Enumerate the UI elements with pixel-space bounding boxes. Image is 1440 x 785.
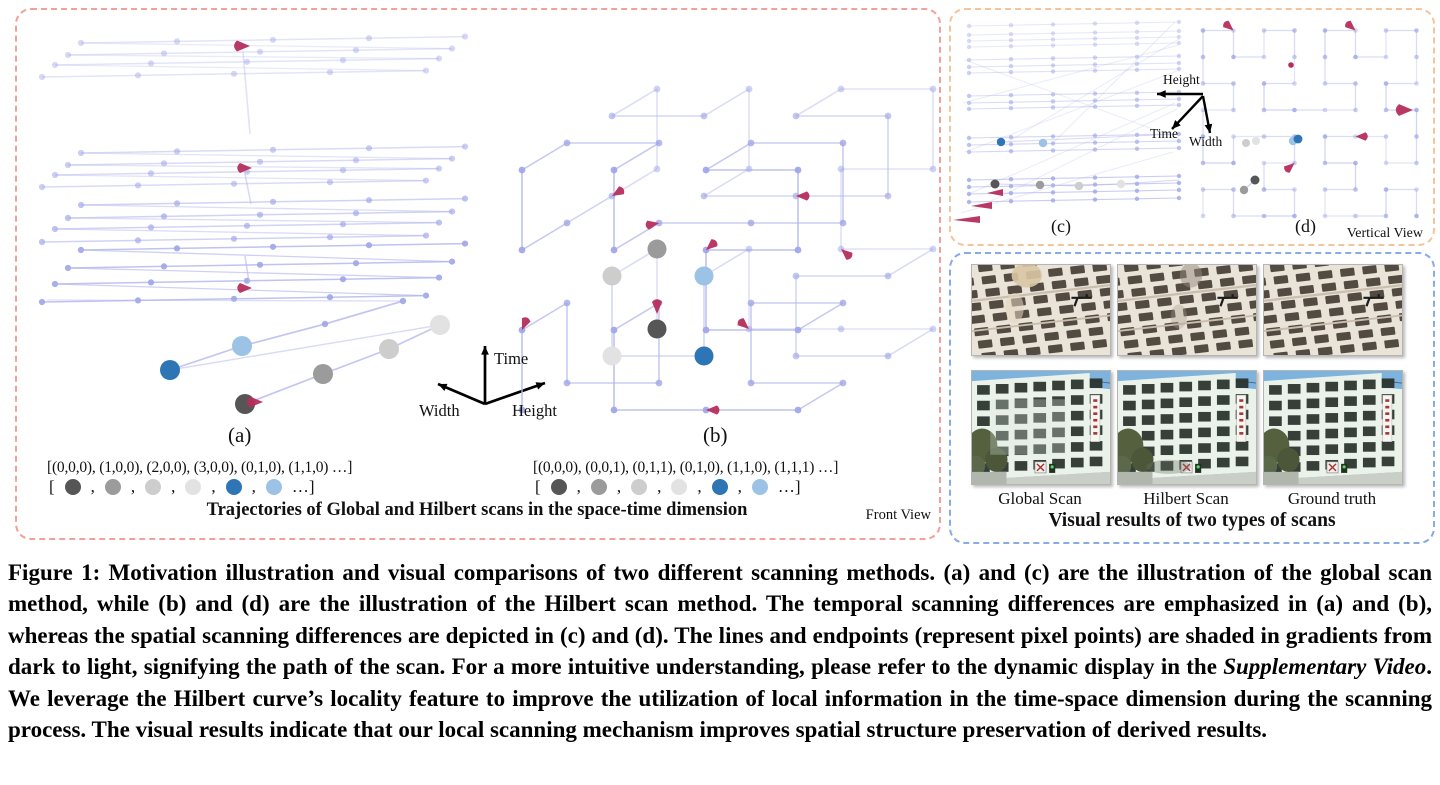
caption-text-after: . We leverage the Hilbert curve’s locality feature to improve the utilization of local information in the time-space dimension during the scanning process. The visual results indicate that our local scanning mechanism improves spatial structure preservation of derived results. — [8, 654, 1432, 743]
legend-bracket: …] — [291, 477, 315, 496]
scan-color-dot — [145, 479, 161, 495]
legend-bracket: , — [211, 477, 216, 496]
scan-color-dot — [551, 479, 567, 495]
visual-results-panel — [949, 252, 1435, 544]
subfigure-c-label: (c) — [1051, 216, 1071, 236]
scan-sequence-b-colors — [531, 477, 805, 497]
scan-color-dot — [712, 479, 728, 495]
axis-height-label: Height — [512, 401, 557, 420]
legend-bracket: [ — [49, 477, 55, 496]
vertical-view-label: Vertical View — [1346, 226, 1423, 241]
legend-bracket: …] — [777, 477, 801, 496]
scan-color-dot — [185, 479, 201, 495]
scan-sequence-a-coords: [(0,0,0), (1,0,0), (2,0,0), (3,0,0), (0,1,0), (1,1,0) …] — [47, 459, 353, 476]
scan-color-dot — [752, 479, 768, 495]
scan-color-dot — [226, 479, 242, 495]
vertical-view-panel — [949, 8, 1435, 246]
result-photo-ground-crop — [1263, 264, 1403, 356]
scan-color-dot — [105, 479, 121, 495]
result-photo-ground-full — [1263, 370, 1403, 485]
legend-bracket: , — [737, 477, 742, 496]
result-photo-global-full — [971, 370, 1111, 485]
scan-color-dot — [266, 479, 282, 495]
subfigure-b-label: (b) — [703, 423, 728, 447]
front-view-panel — [15, 8, 941, 540]
result-photo-global-crop — [971, 264, 1111, 356]
result-photo-hilbert-full — [1117, 370, 1257, 485]
front-view-label: Front View — [865, 507, 931, 523]
legend-bracket: , — [697, 477, 702, 496]
photo-label-ground-truth: Ground truth — [1287, 489, 1377, 508]
axis-width-label: Width — [419, 401, 460, 420]
caption-text-italic: Supplementary Video — [1223, 654, 1427, 680]
legend-bracket: [ — [535, 477, 541, 496]
legend-bracket: , — [171, 477, 176, 496]
scan-color-dot — [671, 479, 687, 495]
axis-height-label: Height — [1163, 72, 1200, 87]
result-photo-hilbert-crop — [1117, 264, 1257, 356]
caption-text-before: Figure 1: Motivation illustration and visual comparisons of two different scanning methods. (a) and (c) are the illustration of the global scan method, while (b) and (d) are the illustration of the Hilbert scan method. The temporal scanning differences are emphasized in (a) and (b), whereas the spatial scanning differences are depicted in (c) and (d). The lines and endpoints (represent pixel points) are shaded in gradients from dark to light, signifying the path of the scan. For a more intuitive understanding, please refer to the dynamic display in the — [8, 560, 1432, 680]
legend-bracket: , — [90, 477, 95, 496]
axis-time-label: Time — [1150, 126, 1179, 141]
scan-sequence-b-coords: [(0,0,0), (0,0,1), (0,1,1), (0,1,0), (1,1,0), (1,1,1) …] — [533, 459, 839, 476]
visual-results-caption: Visual results of two types of scans — [1048, 510, 1336, 531]
photo-label-hilbert-scan: Hilbert Scan — [1143, 489, 1229, 508]
subfigure-d-label: (d) — [1295, 216, 1316, 236]
legend-bracket: , — [251, 477, 256, 496]
scan-color-dot — [591, 479, 607, 495]
scan-sequence-a-colors — [45, 477, 319, 497]
scan-color-dot — [65, 479, 81, 495]
figure-caption — [8, 557, 1432, 745]
legend-bracket: , — [657, 477, 662, 496]
scan-color-dot — [631, 479, 647, 495]
subfigure-a-label: (a) — [228, 423, 252, 447]
legend-bracket: , — [576, 477, 581, 496]
legend-bracket: , — [616, 477, 622, 496]
axis-width-label: Width — [1189, 134, 1223, 149]
main-panel-caption: Trajectories of Global and Hilbert scans in the space-time dimension — [206, 500, 748, 520]
legend-bracket: , — [130, 477, 136, 496]
vertical-view-graphic — [951, 10, 1433, 244]
photo-label-global-scan: Global Scan — [998, 489, 1082, 508]
axis-time-label: Time — [494, 349, 529, 368]
